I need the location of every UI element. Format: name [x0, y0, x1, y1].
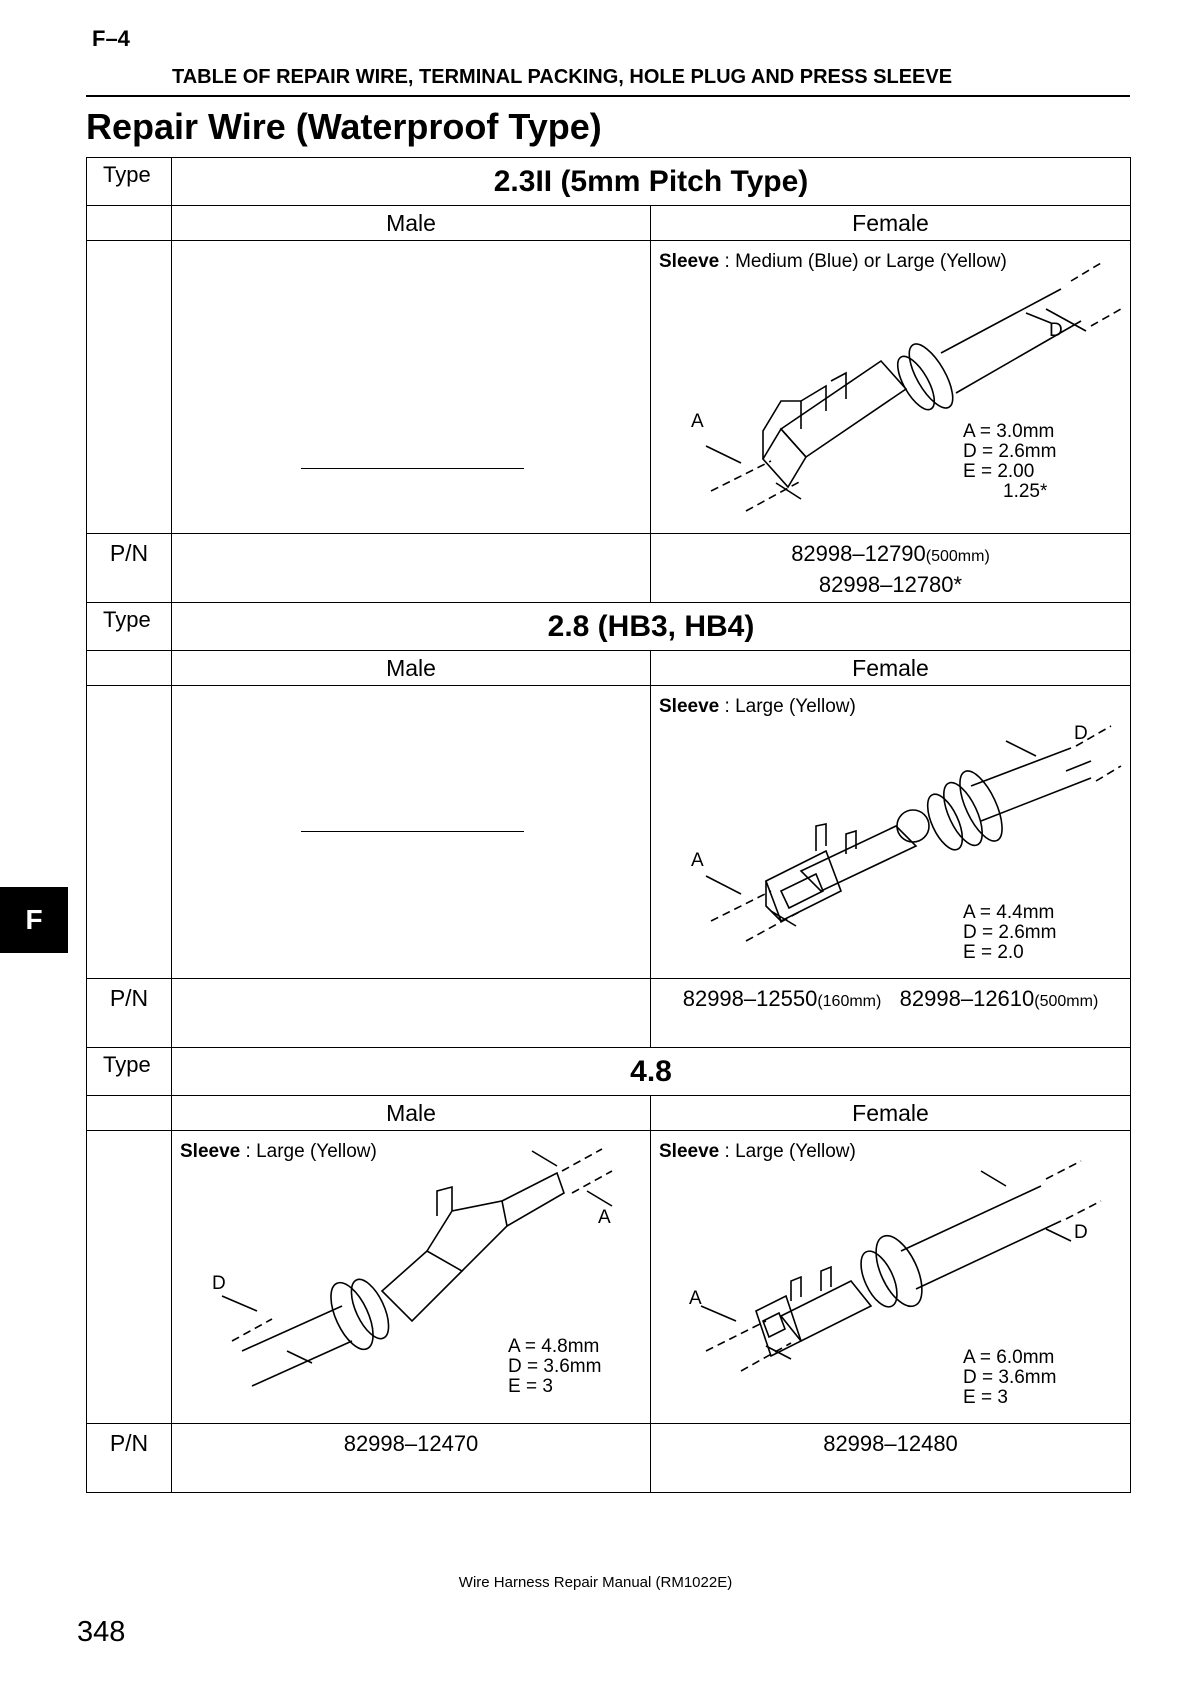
wire-line — [981, 778, 1091, 821]
dim-value: E = 2.00 — [963, 461, 1035, 482]
dimension-arrow — [701, 1306, 736, 1321]
dim-letter-a: A — [689, 1288, 702, 1309]
dimension-extension — [706, 1321, 766, 1351]
repair-wire-table — [86, 157, 1131, 1493]
dim-value: E = 3 — [508, 1376, 553, 1397]
dimension-arrow — [587, 1191, 612, 1206]
male-diagram-cell — [172, 686, 651, 979]
diagram-row — [87, 1131, 1131, 1424]
dimension-arrow — [532, 1151, 557, 1166]
dimension-extension — [562, 1149, 602, 1171]
male-header: Male — [172, 1096, 651, 1131]
pn-row — [87, 1424, 1131, 1493]
terminal-body — [382, 1251, 462, 1321]
dim-value: A = 4.4mm — [963, 902, 1055, 923]
type-label: Type — [87, 158, 172, 206]
terminal-blade — [502, 1173, 564, 1226]
dim-value: E = 3 — [963, 1387, 1008, 1408]
footer-manual-title: Wire Harness Repair Manual (RM1022E) — [458, 1574, 733, 1591]
not-applicable-line — [301, 468, 524, 469]
dim-letter-a: A — [598, 1207, 611, 1228]
dimension-arrow — [287, 1351, 312, 1363]
type-name: 2.3II (5mm Pitch Type) — [172, 158, 1131, 206]
wire-line — [901, 1186, 1041, 1251]
female-pn: 82998–12480 — [651, 1424, 1131, 1493]
dimension-extension — [232, 1319, 272, 1341]
diagram-row — [87, 686, 1131, 979]
dim-letter-a: A — [691, 411, 704, 432]
dimension-arrow — [222, 1296, 257, 1311]
dim-value: D = 3.6mm — [963, 1367, 1057, 1388]
not-applicable-line — [301, 831, 524, 832]
dimension-arrow — [1066, 761, 1091, 771]
dimension-extension — [711, 891, 771, 921]
sleeve-note: Sleeve : Large (Yellow) — [659, 1141, 856, 1162]
type-row — [87, 158, 1131, 206]
female-terminal-diagram — [651, 1131, 1131, 1424]
pn-label: P/N — [87, 534, 172, 603]
type-row — [87, 603, 1131, 651]
pn-row — [87, 534, 1131, 603]
page-number: 348 — [77, 1616, 126, 1648]
female-pn: 82998–12790(500mm) 82998–12780* — [651, 534, 1131, 603]
dim-value: D = 2.6mm — [963, 441, 1057, 462]
gender-row — [87, 651, 1131, 686]
dim-letter-a: A — [691, 850, 704, 871]
dimension-extension — [711, 461, 771, 491]
type-label: Type — [87, 603, 172, 651]
male-header: Male — [172, 206, 651, 241]
dimension-extension — [572, 1171, 612, 1193]
male-header: Male — [172, 651, 651, 686]
dimension-extension — [746, 481, 801, 511]
dimension-arrow — [1026, 313, 1051, 323]
female-diagram-cell — [651, 1131, 1131, 1424]
dimension-extension — [1091, 309, 1121, 326]
terminal-tab — [816, 824, 826, 851]
header-title: TABLE OF REPAIR WIRE, TERMINAL PACKING, HOLE PLUG AND PRESS SLEEVE — [172, 66, 953, 88]
dim-value: A = 3.0mm — [963, 421, 1055, 442]
dimension-extension — [746, 911, 801, 941]
dim-letter-d: D — [1074, 723, 1088, 744]
terminal-box — [763, 429, 806, 487]
dimension-arrow — [981, 1171, 1006, 1186]
terminal-tab — [791, 1277, 801, 1301]
dimension-arrow — [706, 876, 741, 894]
terminal-tab — [821, 1267, 831, 1291]
section-tab-marker: F — [0, 887, 68, 953]
terminal-tab — [846, 831, 856, 854]
dim-value: D = 2.6mm — [963, 922, 1057, 943]
dimension-arrow — [1046, 1229, 1071, 1241]
rubber-seal — [901, 338, 961, 414]
dimension-arrow — [771, 911, 796, 926]
wire-line — [252, 1341, 352, 1386]
female-terminal-diagram — [651, 241, 1131, 534]
pn-label: P/N — [87, 1424, 172, 1493]
dimension-extension — [741, 1343, 791, 1371]
terminal-tab — [437, 1187, 452, 1216]
page-heading: Repair Wire (Waterproof Type) — [86, 106, 602, 147]
female-header: Female — [651, 1096, 1131, 1131]
female-diagram-cell — [651, 241, 1131, 534]
gender-row — [87, 1096, 1131, 1131]
female-header: Female — [651, 206, 1131, 241]
dimension-arrow — [1006, 741, 1036, 756]
type-label: Type — [87, 1048, 172, 1096]
dim-letter-d: D — [1074, 1222, 1088, 1243]
wire-crimp — [897, 810, 929, 842]
pn-row — [87, 979, 1131, 1048]
type-name: 2.8 (HB3, HB4) — [172, 603, 1131, 651]
dimension-extension — [1096, 766, 1121, 781]
dim-value: A = 4.8mm — [508, 1336, 600, 1357]
section-code: F–4 — [92, 26, 130, 51]
dimension-extension — [1046, 1161, 1081, 1179]
wire-line — [242, 1306, 342, 1351]
type-row — [87, 1048, 1131, 1096]
dim-value: A = 6.0mm — [963, 1347, 1055, 1368]
type-name: 4.8 — [172, 1048, 1131, 1096]
dim-letter-d: D — [1049, 320, 1063, 341]
wire-line — [971, 748, 1071, 786]
gender-row — [87, 206, 1131, 241]
terminal-body — [781, 1281, 871, 1341]
female-header: Female — [651, 651, 1131, 686]
terminal-body — [427, 1201, 507, 1271]
male-pn: 82998–12470 — [172, 1424, 651, 1493]
diagram-row — [87, 241, 1131, 534]
rubber-seal — [891, 351, 942, 415]
dimension-extension — [1066, 1201, 1101, 1219]
dim-value: D = 3.6mm — [508, 1356, 602, 1377]
female-diagram-cell — [651, 686, 1131, 979]
dim-value: 1.25* — [1003, 481, 1048, 502]
dim-value: E = 2.0 — [963, 942, 1024, 963]
rubber-seal — [951, 765, 1010, 847]
sleeve-note: Sleeve : Large (Yellow) — [659, 696, 856, 717]
dimension-extension — [1071, 263, 1101, 281]
terminal-box — [756, 1296, 801, 1356]
wire-line — [916, 1221, 1061, 1289]
sleeve-note: Sleeve : Large (Yellow) — [180, 1141, 377, 1162]
male-terminal-diagram — [172, 1131, 651, 1424]
rubber-seal — [854, 1246, 905, 1312]
sleeve-note: Sleeve : Medium (Blue) or Large (Yellow) — [659, 251, 1007, 272]
dimension-arrow — [706, 446, 741, 463]
female-pn: 82998–12550(160mm) 82998–12610(500mm) — [651, 979, 1131, 1048]
female-terminal-diagram — [651, 686, 1131, 979]
terminal-body — [781, 361, 906, 457]
pn-label: P/N — [87, 979, 172, 1048]
male-diagram-cell — [172, 241, 651, 534]
header-rule — [86, 95, 1130, 97]
dim-letter-d: D — [212, 1273, 226, 1294]
male-diagram-cell — [172, 1131, 651, 1424]
